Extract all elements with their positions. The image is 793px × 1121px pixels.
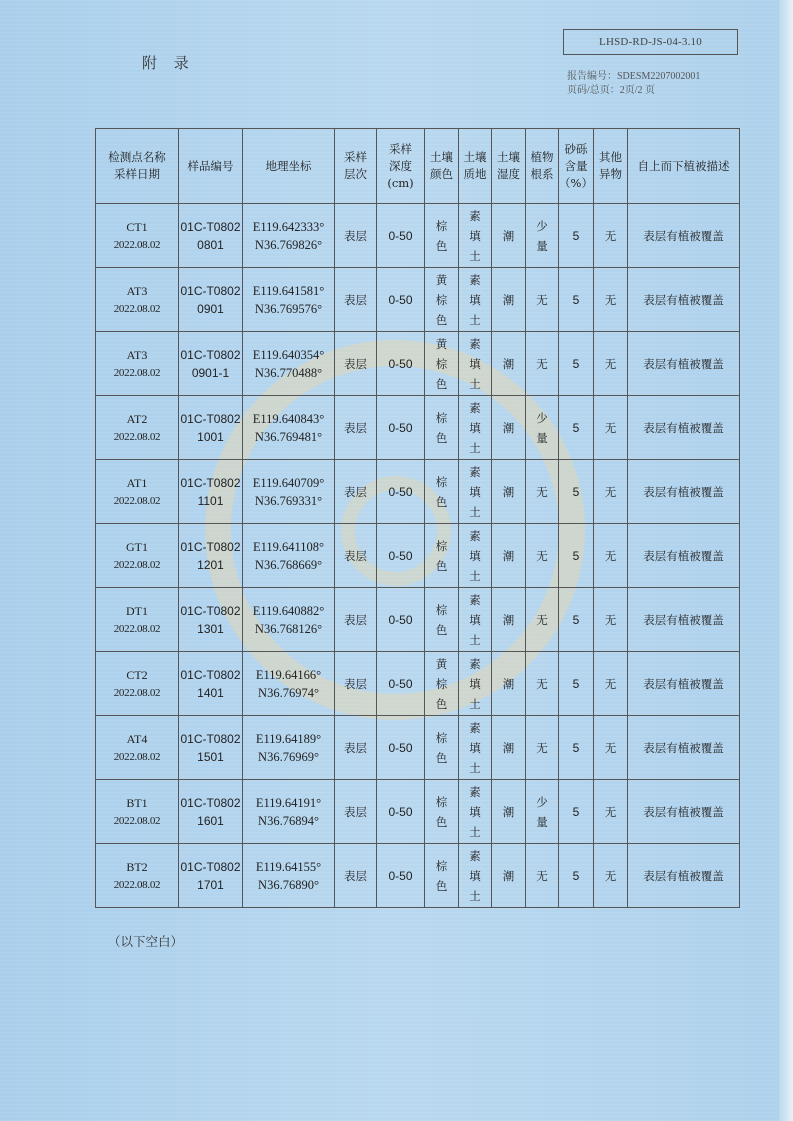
cell-depth: 0-50 (377, 716, 425, 780)
cell-vegetation-desc: 表层有植被覆盖 (628, 204, 740, 268)
sampling-table (95, 128, 740, 908)
cell-roots: 少量 (526, 396, 559, 460)
table-row (96, 204, 740, 268)
cell-other: 无 (594, 268, 628, 332)
cell-soil-color: 黄棕色 (425, 332, 459, 396)
cell-coordinates: E119.641108° N36.768669° (243, 524, 335, 588)
cell-moisture: 潮 (492, 524, 526, 588)
cell-coordinates: E119.64191° N36.76894° (243, 780, 335, 844)
cell-other: 无 (594, 780, 628, 844)
table-row (96, 332, 740, 396)
cell-sample-id: 01C-T0802 0901 (179, 268, 243, 332)
cell-moisture: 潮 (492, 204, 526, 268)
report-meta (567, 70, 700, 98)
cell-other: 无 (594, 204, 628, 268)
cell-sample-id: 01C-T0802 1501 (179, 716, 243, 780)
scan-edge (779, 0, 793, 1121)
cell-roots: 无 (526, 652, 559, 716)
cell-sample-id: 01C-T0802 1201 (179, 524, 243, 588)
cell-layer: 表层 (335, 780, 377, 844)
column-header: 自上而下植被描述 (628, 129, 740, 204)
column-header: 检测点名称 采样日期 (96, 129, 179, 204)
cell-depth: 0-50 (377, 652, 425, 716)
cell-depth: 0-50 (377, 204, 425, 268)
cell-soil-color: 棕色 (425, 716, 459, 780)
cell-gravel: 5 (559, 652, 594, 716)
cell-other: 无 (594, 716, 628, 780)
table-row (96, 460, 740, 524)
cell-gravel: 5 (559, 332, 594, 396)
cell-soil-texture: 素填土 (459, 652, 492, 716)
cell-moisture: 潮 (492, 460, 526, 524)
cell-vegetation-desc: 表层有植被覆盖 (628, 652, 740, 716)
cell-coordinates: E119.640354° N36.770488° (243, 332, 335, 396)
cell-layer: 表层 (335, 396, 377, 460)
cell-point-date: AT2 2022.08.02 (96, 396, 179, 460)
cell-soil-texture: 素填土 (459, 204, 492, 268)
table-row (96, 396, 740, 460)
column-header: 样品编号 (179, 129, 243, 204)
cell-point-date: AT3 2022.08.02 (96, 268, 179, 332)
cell-vegetation-desc: 表层有植被覆盖 (628, 716, 740, 780)
cell-soil-color: 棕色 (425, 780, 459, 844)
cell-point-date: BT2 2022.08.02 (96, 844, 179, 908)
cell-layer: 表层 (335, 844, 377, 908)
cell-gravel: 5 (559, 780, 594, 844)
table-row (96, 524, 740, 588)
cell-layer: 表层 (335, 716, 377, 780)
table-row (96, 588, 740, 652)
cell-layer: 表层 (335, 524, 377, 588)
cell-layer: 表层 (335, 204, 377, 268)
cell-soil-texture: 素填土 (459, 332, 492, 396)
cell-moisture: 潮 (492, 844, 526, 908)
cell-depth: 0-50 (377, 332, 425, 396)
column-header: 砂砾 含量 （%） (559, 129, 594, 204)
cell-moisture: 潮 (492, 396, 526, 460)
cell-depth: 0-50 (377, 780, 425, 844)
appendix-title: 附 录 (142, 54, 195, 72)
cell-soil-color: 棕色 (425, 460, 459, 524)
cell-roots: 无 (526, 332, 559, 396)
table-header-row (96, 129, 740, 204)
table-row (96, 652, 740, 716)
cell-vegetation-desc: 表层有植被覆盖 (628, 844, 740, 908)
cell-vegetation-desc: 表层有植被覆盖 (628, 460, 740, 524)
table-row (96, 268, 740, 332)
cell-moisture: 潮 (492, 332, 526, 396)
cell-sample-id: 01C-T0802 1401 (179, 652, 243, 716)
cell-coordinates: E119.641581° N36.769576° (243, 268, 335, 332)
cell-point-date: GT1 2022.08.02 (96, 524, 179, 588)
cell-other: 无 (594, 460, 628, 524)
cell-sample-id: 01C-T0802 1101 (179, 460, 243, 524)
cell-moisture: 潮 (492, 716, 526, 780)
column-header: 采样 层次 (335, 129, 377, 204)
cell-soil-color: 黄棕色 (425, 268, 459, 332)
cell-gravel: 5 (559, 268, 594, 332)
cell-soil-texture: 素填土 (459, 460, 492, 524)
cell-coordinates: E119.642333° N36.769826° (243, 204, 335, 268)
cell-depth: 0-50 (377, 588, 425, 652)
cell-coordinates: E119.64166° N36.76974° (243, 652, 335, 716)
column-header: 其他 异物 (594, 129, 628, 204)
cell-layer: 表层 (335, 652, 377, 716)
cell-sample-id: 01C-T0802 0801 (179, 204, 243, 268)
cell-gravel: 5 (559, 716, 594, 780)
cell-soil-texture: 素填土 (459, 844, 492, 908)
column-header: 土壤 质地 (459, 129, 492, 204)
cell-roots: 无 (526, 524, 559, 588)
cell-vegetation-desc: 表层有植被覆盖 (628, 780, 740, 844)
cell-point-date: AT1 2022.08.02 (96, 460, 179, 524)
cell-other: 无 (594, 524, 628, 588)
cell-vegetation-desc: 表层有植被覆盖 (628, 268, 740, 332)
report-number: 报告编号：SDESM2207002001 (567, 71, 701, 82)
cell-sample-id: 01C-T0802 0901-1 (179, 332, 243, 396)
cell-soil-texture: 素填土 (459, 396, 492, 460)
cell-sample-id: 01C-T0802 1001 (179, 396, 243, 460)
cell-soil-color: 棕色 (425, 204, 459, 268)
document-code-box: LHSD-RD-JS-04-3.10 (563, 29, 738, 55)
cell-soil-texture: 素填土 (459, 780, 492, 844)
cell-roots: 少量 (526, 204, 559, 268)
cell-roots: 无 (526, 716, 559, 780)
table-row (96, 780, 740, 844)
table-row (96, 844, 740, 908)
column-header: 地理坐标 (243, 129, 335, 204)
cell-soil-texture: 素填土 (459, 716, 492, 780)
cell-point-date: CT2 2022.08.02 (96, 652, 179, 716)
cell-coordinates: E119.640843° N36.769481° (243, 396, 335, 460)
cell-moisture: 潮 (492, 268, 526, 332)
cell-point-date: AT4 2022.08.02 (96, 716, 179, 780)
cell-gravel: 5 (559, 844, 594, 908)
cell-gravel: 5 (559, 588, 594, 652)
cell-soil-color: 黄棕色 (425, 652, 459, 716)
cell-other: 无 (594, 588, 628, 652)
column-header: 土壤 颜色 (425, 129, 459, 204)
cell-other: 无 (594, 332, 628, 396)
cell-other: 无 (594, 844, 628, 908)
cell-depth: 0-50 (377, 460, 425, 524)
cell-gravel: 5 (559, 204, 594, 268)
cell-moisture: 潮 (492, 588, 526, 652)
cell-soil-texture: 素填土 (459, 268, 492, 332)
cell-soil-color: 棕色 (425, 588, 459, 652)
cell-coordinates: E119.64155° N36.76890° (243, 844, 335, 908)
cell-coordinates: E119.640882° N36.768126° (243, 588, 335, 652)
table-row (96, 716, 740, 780)
cell-coordinates: E119.64189° N36.76969° (243, 716, 335, 780)
cell-point-date: AT3 2022.08.02 (96, 332, 179, 396)
column-header: 植物 根系 (526, 129, 559, 204)
column-header: 采样 深度(cm) (377, 129, 425, 204)
cell-sample-id: 01C-T0802 1701 (179, 844, 243, 908)
cell-vegetation-desc: 表层有植被覆盖 (628, 396, 740, 460)
cell-gravel: 5 (559, 524, 594, 588)
cell-depth: 0-50 (377, 268, 425, 332)
cell-vegetation-desc: 表层有植被覆盖 (628, 588, 740, 652)
cell-other: 无 (594, 396, 628, 460)
cell-moisture: 潮 (492, 780, 526, 844)
blank-below-note: （以下空白） (108, 934, 184, 949)
cell-depth: 0-50 (377, 396, 425, 460)
cell-layer: 表层 (335, 588, 377, 652)
cell-depth: 0-50 (377, 524, 425, 588)
cell-sample-id: 01C-T0802 1301 (179, 588, 243, 652)
cell-soil-texture: 素填土 (459, 588, 492, 652)
column-header: 土壤 湿度 (492, 129, 526, 204)
cell-soil-color: 棕色 (425, 396, 459, 460)
cell-coordinates: E119.640709° N36.769331° (243, 460, 335, 524)
cell-sample-id: 01C-T0802 1601 (179, 780, 243, 844)
cell-gravel: 5 (559, 396, 594, 460)
cell-soil-color: 棕色 (425, 844, 459, 908)
cell-moisture: 潮 (492, 652, 526, 716)
cell-soil-texture: 素填土 (459, 524, 492, 588)
cell-gravel: 5 (559, 460, 594, 524)
cell-soil-color: 棕色 (425, 524, 459, 588)
cell-vegetation-desc: 表层有植被覆盖 (628, 332, 740, 396)
cell-roots: 无 (526, 588, 559, 652)
cell-point-date: CT1 2022.08.02 (96, 204, 179, 268)
cell-layer: 表层 (335, 268, 377, 332)
table-body (96, 204, 740, 908)
cell-depth: 0-50 (377, 844, 425, 908)
cell-roots: 无 (526, 844, 559, 908)
cell-vegetation-desc: 表层有植被覆盖 (628, 524, 740, 588)
cell-roots: 无 (526, 268, 559, 332)
page-number: 页码/总页：2页/2 页 (567, 85, 656, 96)
cell-point-date: DT1 2022.08.02 (96, 588, 179, 652)
cell-layer: 表层 (335, 460, 377, 524)
cell-point-date: BT1 2022.08.02 (96, 780, 179, 844)
cell-roots: 少量 (526, 780, 559, 844)
cell-other: 无 (594, 652, 628, 716)
cell-layer: 表层 (335, 332, 377, 396)
cell-roots: 无 (526, 460, 559, 524)
